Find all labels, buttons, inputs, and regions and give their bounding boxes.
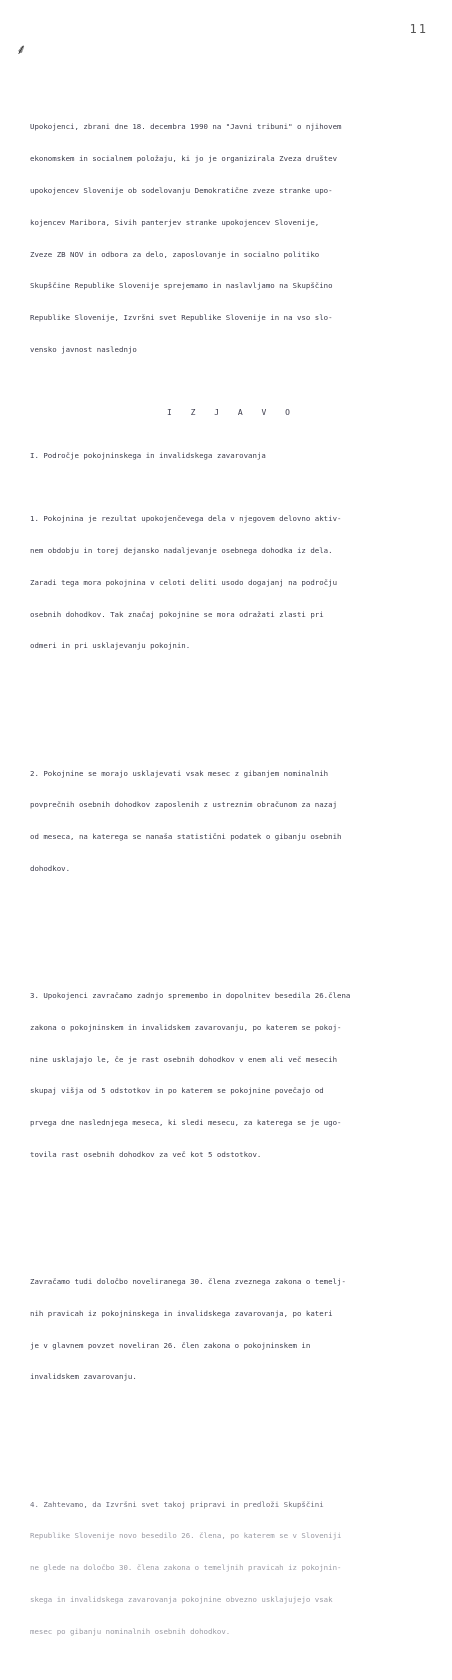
- paragraph-5: [30, 1478, 434, 1658]
- text-line: vensko javnost naslednjo: [30, 344, 137, 354]
- text-line: prvega dne naslednjega meseca, ki sledi mesecu, za katerega se je ugo-: [30, 1118, 342, 1128]
- text-line: 3. Upokojenci zavračamo zadnjo spremembo in dopolnitev besedila 26.člena: [30, 991, 351, 1001]
- paragraph-3: [30, 970, 434, 1182]
- text-line: Zavračamo tudi določbo noveliranega 30. člena zveznega zakona o temelj-: [30, 1277, 346, 1287]
- page-number: 11: [409, 22, 428, 36]
- paragraph-1: [30, 493, 434, 673]
- text-line: kojencev Maribora, Sivih panterjev stranke upokojencev Slovenije,: [30, 217, 320, 227]
- text-line: ekonomskem in socialnem položaju, ki jo je organizirala Zveza društev: [30, 154, 338, 164]
- spacer: [30, 928, 434, 939]
- text-line: nine usklajajo le, če je rast osebnih dohodkov v enem ali več mesecih: [30, 1054, 338, 1064]
- paragraph-4: [30, 1256, 434, 1404]
- text-line: nem obdobju in torej dejansko nadaljevanje osebnega dohodka iz dela.: [30, 546, 333, 556]
- section-heading: I. Področje pokojninskega in invalidskega zavarovanja: [30, 450, 266, 460]
- text-line: upokojencev Slovenije ob sodelovanju Demokratične zveze stranke upo-: [30, 185, 333, 195]
- text-line: odmeri in pri usklajevanju pokojnin.: [30, 641, 191, 651]
- text-line: tovila rast osebnih dohodkov za več kot 5 odstotkov.: [30, 1149, 262, 1159]
- text-line: invalidskem zavarovanju.: [30, 1372, 137, 1382]
- text-line: Upokojenci, zbrani dne 18. decembra 1990 na "Javni tribuni" o njihovem: [30, 122, 342, 132]
- text-line: mesec po gibanju nominalnih osebnih dohodkov.: [30, 1626, 231, 1636]
- text-line: ne glede na določbo 30. člena zakona o temeljnih pravicah iz pokojnin-: [30, 1563, 342, 1573]
- text-line: 2. Pokojnine se morajo usklajevati vsak mesec z gibanjem nominalnih: [30, 768, 329, 778]
- text-line: povprečnih osebnih dohodkov zaposlenih z ustreznim obračunom za nazaj: [30, 800, 338, 810]
- spacer: [30, 1436, 434, 1447]
- text-line: od meseca, na katerega se nanaša statistični podatek o gibanju osebnih: [30, 832, 342, 842]
- text-line: Republike Slovenije novo besedilo 26. člena, po katerem se v Sloveniji: [30, 1531, 342, 1541]
- text-line: 4. Zahtevamo, da Izvršni svet takoj pripravi in predloži Skupščini: [30, 1499, 324, 1509]
- spacer: [30, 705, 434, 716]
- document-body: [30, 80, 434, 1680]
- text-line: osebnih dohodkov. Tak značaj pokojnine se mora odražati zlasti pri: [30, 609, 324, 619]
- spacer: [30, 1214, 434, 1225]
- text-line: skupaj višja od 5 odstotkov in po katerem se pokojnine povečajo od: [30, 1086, 324, 1096]
- document-title: I Z J A V O: [167, 408, 297, 418]
- paragraph-2: [30, 747, 434, 895]
- text-line: dohodkov.: [30, 863, 71, 873]
- text-line: nih pravicah iz pokojninskega in invalidskega zavarovanja, po kateri: [30, 1308, 333, 1318]
- text-line: Zveze ZB NOV in odbora za delo, zaposlovanje in socialno politiko: [30, 249, 320, 259]
- text-line: zakona o pokojninskem in invalidskem zavarovanju, po katerem se pokoj-: [30, 1022, 342, 1032]
- text-line: Zaradi tega mora pokojnina v celoti deliti usodo dogajanj na področju: [30, 577, 338, 587]
- text-line: skega in invalidskega zavarovanja pokojnine obvezno usklajujejo vsak: [30, 1594, 333, 1604]
- text-line: Skupščine Republike Slovenije sprejemamo in naslavljamo na Skupščino: [30, 281, 333, 291]
- intro-paragraph: [30, 101, 434, 376]
- margin-mark: ⸙: [16, 42, 27, 58]
- text-line: je v glavnem povzet noveliran 26. člen zakona o pokojninskem in: [30, 1340, 311, 1350]
- text-line: 1. Pokojnina je rezultat upokojenčevega dela v njegovem delovno aktiv-: [30, 514, 342, 524]
- text-line: Republike Slovenije, Izvršni svet Republike Slovenije in na vso slo-: [30, 313, 333, 323]
